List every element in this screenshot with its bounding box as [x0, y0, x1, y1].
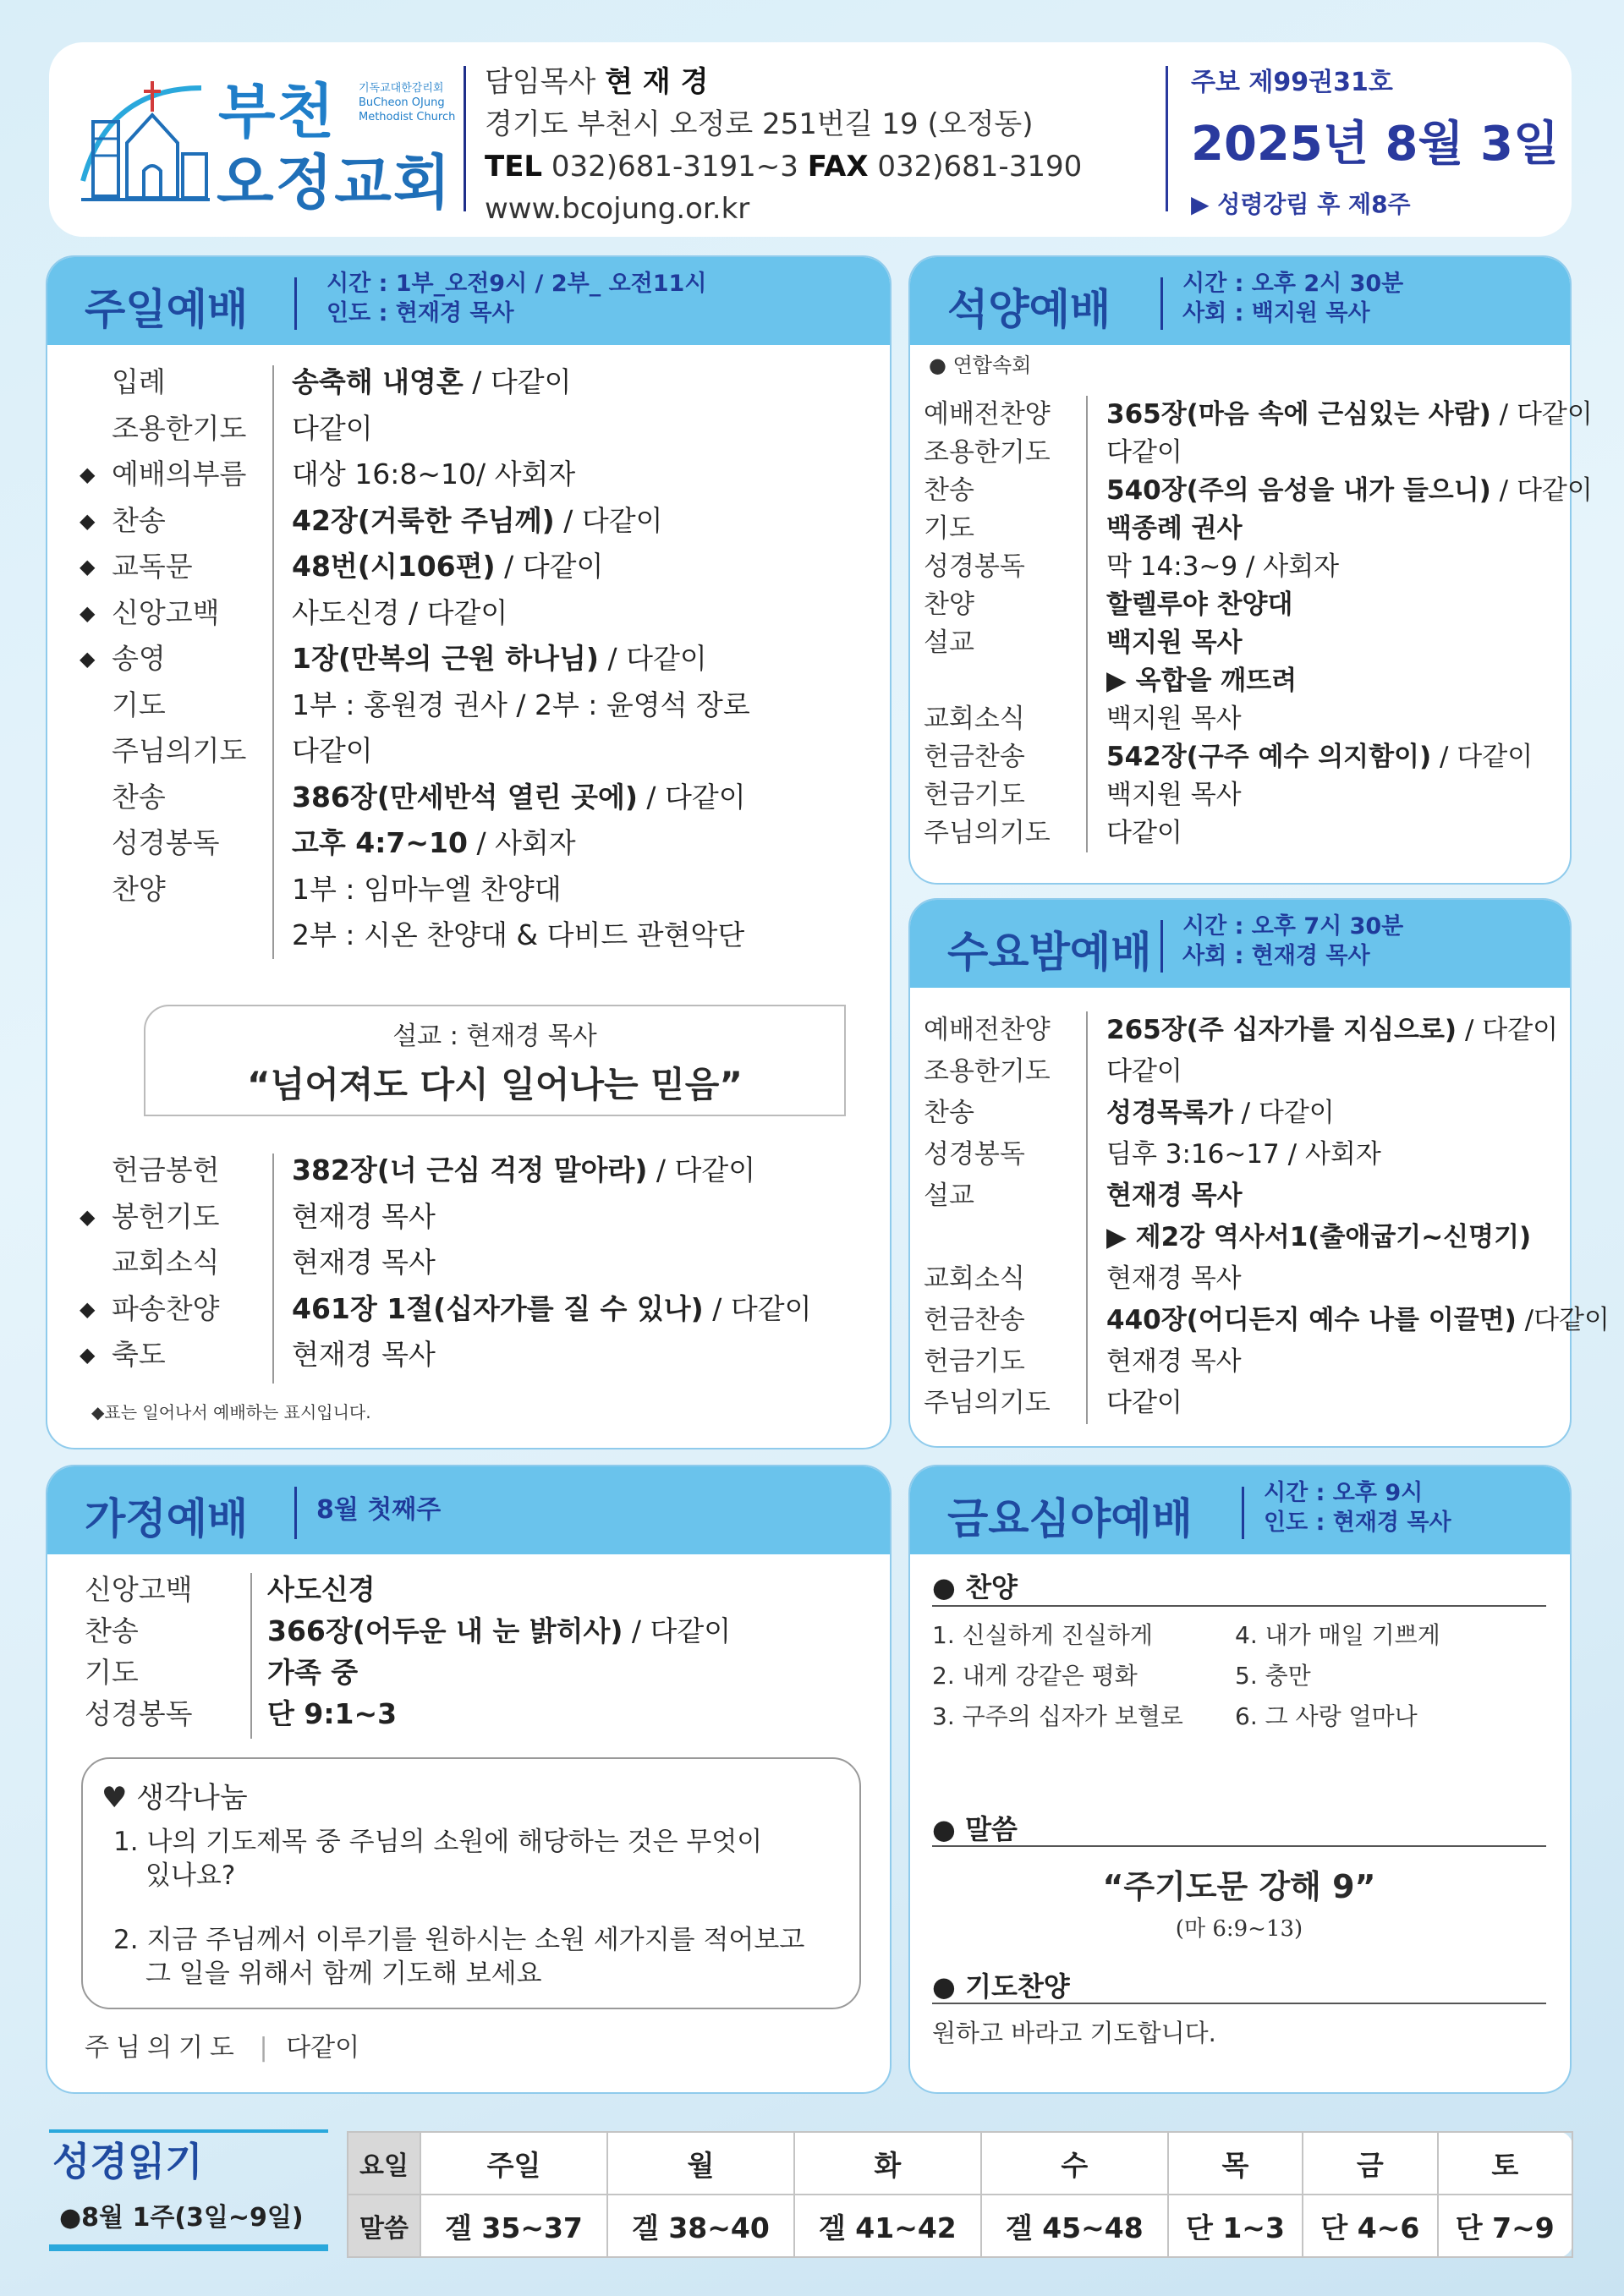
reading-title: 성경읽기 [52, 2139, 203, 2184]
reading-passage: 단 7~9 [1438, 2195, 1572, 2257]
order-label: 주님의기도 [112, 734, 247, 767]
sermon-title: “넘어져도 다시 일어나는 믿음” [247, 1064, 743, 1105]
pastor-name: 현 재 경 [605, 65, 709, 99]
standing-marker-icon: ◆ [80, 508, 96, 533]
tel: 032)681-3191~3 [551, 150, 798, 184]
sunday-worship-header [47, 257, 890, 345]
order-label: 헌금기도 [924, 1346, 1025, 1377]
reading-passage: 겔 41~42 [794, 2195, 981, 2257]
sunday-worship-title: 주일예배 [85, 285, 249, 334]
reading-day: 목 [1168, 2132, 1303, 2195]
order-value: 다같이 [1106, 437, 1182, 468]
order-value: 2부 : 시온 찬양대 & 다비드 관현악단 [292, 918, 745, 951]
evening-worship-title: 석양예배 [947, 285, 1111, 334]
order-label: 헌금기도 [924, 780, 1025, 810]
bulletin-date-block [1191, 61, 1559, 220]
order-value: 백지원 목사 [1106, 704, 1242, 734]
logo-small-text: 기독교대한감리회 BuCheon OJung Methodist Church [359, 82, 456, 123]
reading-passage: 겔 45~48 [981, 2195, 1168, 2257]
standing-marker-icon: ◆ [80, 555, 96, 578]
order-label: 찬송 [112, 780, 166, 814]
reading-days-row [348, 2132, 1572, 2195]
reading-passage: 겔 35~37 [420, 2195, 607, 2257]
order-value: 백지원 목사 [1106, 780, 1242, 810]
order-label: 설교 [924, 627, 974, 658]
family-worship-header [47, 1466, 890, 1554]
reading-passage: 단 1~3 [1168, 2195, 1303, 2257]
order-label: 기도 [924, 513, 974, 544]
reading-week: ●8월 1주(3일~9일) [59, 2203, 304, 2233]
sharing-box: ♥ 생각나눔 1. 나의 기도제목 중 주님의 소원에 해당하는 것은 무엇이 있나요? 2. 지금 주님께서 이루기를 원하시는 소원 세가지를 적어보고 그 일을 위해서 함께 기도해 보세요 [81, 1757, 861, 2009]
praise-divider [932, 1605, 1546, 1607]
order-label: 신앙고백 [85, 1573, 193, 1606]
prayer-song-text: 원하고 바라고 기도합니다. [932, 2019, 1216, 2047]
order-value: 다같이 [1106, 1388, 1182, 1418]
reading-day: 금 [1303, 2132, 1437, 2195]
order-label: 성경봉독 [112, 826, 220, 859]
standing-marker-icon: ◆ [80, 463, 96, 486]
order-value: 1장(만복의 근원 하나님) / 다같이 [292, 642, 707, 675]
order-label: 송영 [112, 642, 166, 675]
wednesday-worship-title: 수요밤예배 [947, 928, 1152, 977]
order-value: 백종례 권사 [1106, 513, 1243, 544]
church-season: ▶ 성령강림 후 제8주 [1191, 190, 1411, 218]
friday-worship-meta: 시간 : 오후 9시 인도 : 현재경 목사 [1264, 1480, 1451, 1536]
order-value: 막 14:3~9 / 사회자 [1106, 551, 1340, 582]
order-value: 할렐루야 찬양대 [1106, 589, 1293, 620]
order-label: 헌금찬송 [924, 742, 1025, 772]
evening-worship-meta: 시간 : 오후 2시 30분 사회 : 백지원 목사 [1182, 271, 1404, 326]
friday-sermon-ref: (마 6:9~13) [1175, 1916, 1303, 1942]
sharing-question-2: 지금 주님께서 이루기를 원하시는 소원 세가지를 적어보고 [146, 1925, 805, 1955]
reading-day: 수 [981, 2132, 1168, 2195]
order-label: 교회소식 [924, 1263, 1025, 1294]
order-value: 가족 중 [267, 1656, 359, 1689]
order-label: 기도 [112, 688, 166, 721]
friday-worship-title: 금요심야예배 [947, 1494, 1193, 1543]
order-value: 48번(시106편) / 다같이 [292, 550, 604, 583]
reading-passage: 겔 38~40 [607, 2195, 794, 2257]
order-label: 찬송 [924, 475, 974, 506]
evening-sub: ● 연합속회 [929, 353, 1032, 377]
order-label: 찬송 [85, 1614, 139, 1647]
order-label: 봉헌기도 [112, 1199, 220, 1233]
logo-name-line2: 오정교회 [217, 148, 453, 217]
reading-passages-row [348, 2195, 1572, 2257]
order-value: 461장 1절(십자가를 질 수 있나) / 다같이 [292, 1291, 812, 1325]
wednesday-worship-header [910, 900, 1570, 988]
prayer-song-divider [932, 2003, 1546, 2004]
order-label: 설교 [924, 1181, 974, 1211]
friday-worship-header [910, 1466, 1570, 1554]
evening-order-divider [1086, 396, 1088, 852]
order-value: 다같이 [292, 734, 373, 767]
reading-day: 토 [1438, 2132, 1572, 2195]
standing-marker-icon: ◆ [80, 647, 96, 671]
order-value: 현재경 목사 [1106, 1181, 1243, 1211]
word-heading: ● 말씀 [932, 1813, 1018, 1845]
fax: 032)681-3190 [877, 150, 1083, 184]
order-value: 사도신경 / 다같이 [292, 595, 508, 629]
order-value: 대상 16:8~10/ 사회자 [292, 458, 576, 490]
order-value: 현재경 목사 [292, 1199, 436, 1233]
order-label: 입례 [112, 365, 166, 398]
sharing-title: ♥ 생각나눔 [102, 1781, 248, 1815]
order-label: 교회소식 [112, 1246, 220, 1279]
sermon-preacher: 설교 : 현재경 목사 [392, 1022, 597, 1051]
wednesday-worship-meta: 시간 : 오후 7시 30분 사회 : 현재경 목사 [1182, 913, 1404, 969]
order-value: 1부 : 홍원경 권사 / 2부 : 윤영석 장로 [292, 688, 750, 721]
order-value: 현재경 목사 [292, 1246, 436, 1279]
order-label: 교회소식 [924, 704, 1025, 734]
volume: 주보 제99권31호 [1191, 68, 1393, 97]
order-value: 딤후 3:16~17 / 사회자 [1106, 1139, 1381, 1170]
order-label: 찬양 [924, 589, 974, 620]
order-label: 성경봉독 [924, 1139, 1025, 1170]
order-value: 사도신경 [267, 1573, 376, 1606]
reading-bottom-bar [49, 2244, 328, 2251]
order-value: 386장(만세반석 열린 곳에) / 다같이 [292, 780, 746, 814]
order-label: 예배의부름 [112, 458, 247, 490]
reading-row-label-passage: 말씀 [348, 2195, 420, 2257]
order-label: 조용한기도 [924, 437, 1051, 468]
reading-table [347, 2131, 1573, 2258]
order-value: 540장(주의 음성을 내가 들으니) / 다같이 [1106, 475, 1593, 506]
order-value: 단 9:1~3 [267, 1697, 398, 1730]
standing-marker-icon: ◆ [80, 1296, 96, 1321]
evening-worship-header [910, 257, 1570, 345]
order-value: 현재경 목사 [292, 1338, 436, 1371]
order-label: 조용한기도 [924, 1056, 1051, 1087]
praise-heading: ● 찬양 [932, 1571, 1018, 1603]
address: 경기도 부천시 오정로 251번길 19 (오정동) [485, 107, 1034, 141]
reading-row-label-day: 요일 [348, 2132, 420, 2195]
order-value: 542장(구주 예수 의지함이) / 다같이 [1106, 742, 1533, 772]
church-info: 담임목사 현 재 경 경기도 부천시 오정로 251번길 19 (오정동) TEL 032)681-3191~3 FAX 032)681-3190 www.bcojung.or.kr [485, 61, 1082, 230]
order-value: 현재경 목사 [1106, 1346, 1242, 1377]
order-label: 주님의기도 [924, 818, 1051, 848]
order-value: 고후 4:7~10 / 사회자 [292, 826, 576, 859]
family-worship-title: 가정예배 [85, 1494, 249, 1543]
order-value: 365장(마음 속에 근심있는 사람) / 다같이 [1106, 399, 1593, 430]
order-value: 다같이 [292, 411, 373, 445]
order-label: 예배전찬양 [924, 1015, 1051, 1045]
order-label: 성경봉독 [924, 551, 1025, 582]
website: www.bcojung.or.kr [485, 192, 750, 226]
order-label: 주님의기도 [924, 1388, 1051, 1418]
order-value: 440장(어디든지 예수 나를 이끌면) /다같이 [1106, 1305, 1610, 1335]
order-value: 382장(너 근심 걱정 말아라) / 다같이 [292, 1153, 756, 1186]
praise-list-right: 4. 내가 매일 기쁘게 5. 충만 6. 그 사랑 얼마나 [1235, 1621, 1440, 1730]
order-value: ▶ 제2강 역사서1(출애굽기~신명기) [1106, 1222, 1532, 1252]
order-label: 조용한기도 [112, 411, 247, 445]
prayer-song-heading: ● 기도찬양 [932, 1970, 1070, 2003]
family-worship-meta: 8월 첫째주 [316, 1495, 442, 1525]
family-order-divider [250, 1573, 252, 1739]
reading-passage: 단 4~6 [1303, 2195, 1437, 2257]
order-value: 1부 : 임마누엘 찬양대 [292, 872, 562, 906]
church-building-icon [74, 63, 218, 215]
praise-list-left: 1. 신실하게 진실하게 2. 내게 강같은 평화 3. 구주의 십자가 보혈로 [932, 1621, 1183, 1730]
bulletin-date: 2025년 8월 3일 [1191, 117, 1560, 172]
order-value: 송축해 내영혼 / 다같이 [292, 365, 572, 398]
order-label: 찬양 [112, 872, 166, 906]
order-value: 다같이 [1106, 818, 1182, 848]
header-card [49, 42, 1572, 237]
order-label: 찬송 [924, 1098, 974, 1128]
order-value: ▶ 옥합을 깨뜨려 [1106, 666, 1298, 696]
sunday-worship-meta: 시간 : 1부_오전9시 / 2부_ 오전11시 인도 : 현재경 목사 [326, 271, 707, 326]
sharing-question-1: 나의 기도제목 중 주님의 소원에 해당하는 것은 무엇이 [146, 1827, 763, 1857]
order-label: 축도 [112, 1338, 166, 1371]
order-value: 백지원 목사 [1106, 627, 1243, 658]
reading-day: 월 [607, 2132, 794, 2195]
standing-note: ◆표는 일어나서 예배하는 표시입니다. [91, 1402, 371, 1422]
order-value: 265장(주 십자가를 지심으로) / 다같이 [1106, 1015, 1559, 1045]
order-label: 찬송 [112, 503, 166, 537]
sermon-box [144, 1005, 846, 1116]
sunday-order-divider-2 [272, 1153, 274, 1384]
order-value: 다같이 [1106, 1056, 1182, 1087]
reading-day: 화 [794, 2132, 981, 2195]
order-label: 예배전찬양 [924, 399, 1051, 430]
order-label: 신앙고백 [112, 595, 220, 629]
order-label: 성경봉독 [85, 1697, 193, 1730]
standing-marker-icon: ◆ [80, 1204, 96, 1229]
order-value: 현재경 목사 [1106, 1263, 1242, 1294]
order-label: 파송찬양 [112, 1291, 220, 1325]
wednesday-order-divider [1086, 1011, 1088, 1424]
friday-sermon-title: “주기도문 강해 9” [1102, 1868, 1376, 1905]
order-label: 기도 [85, 1656, 139, 1689]
standing-marker-icon: ◆ [80, 1343, 96, 1367]
church-logo [74, 58, 480, 227]
sunday-order-divider [272, 365, 274, 959]
order-label: 교독문 [112, 550, 193, 583]
standing-marker-icon: ◆ [80, 600, 96, 625]
order-label: 헌금봉헌 [112, 1153, 220, 1186]
logo-name-line1: 부천 [218, 77, 337, 146]
header-divider [464, 66, 466, 211]
order-label: 헌금찬송 [924, 1305, 1025, 1335]
order-value: 성경목록가 / 다같이 [1106, 1098, 1335, 1128]
family-lords-prayer: 주님의기도 | 다같이 [85, 2033, 360, 2063]
header-divider-right [1166, 66, 1168, 211]
order-value: 42장(거룩한 주님께) / 다같이 [292, 503, 663, 537]
word-divider [932, 1845, 1546, 1847]
reading-day: 주일 [420, 2132, 607, 2195]
order-value: 366장(어두운 내 눈 밝히사) / 다같이 [267, 1614, 732, 1647]
